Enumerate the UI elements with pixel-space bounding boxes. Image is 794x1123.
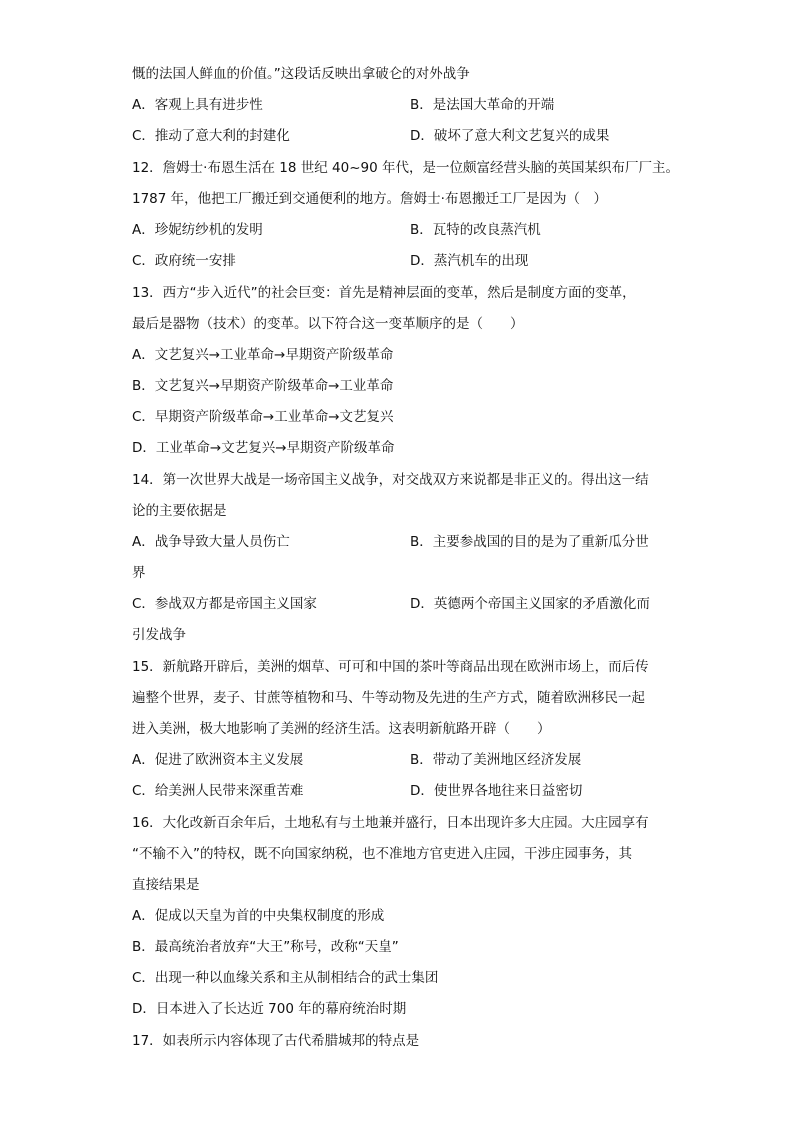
q13-option-c[interactable]: C．早期资产阶级革命→工业革命→文艺复兴 [132,409,394,425]
q16-stem-line2: “不输不入”的特权，既不向国家纳税，也不准地方官吏进入庄园，干涉庄园事务，其 [132,846,632,862]
q14-option-c[interactable]: C．参战双方都是帝国主义国家 [132,596,317,612]
q16-option-b[interactable]: B．最高统治者放弃“大王”称号，改称“天皇” [132,939,399,955]
q17-stem-line1: 17．如表所示内容体现了古代希腊城邦的特点是 [132,1033,420,1049]
q16-stem-line3: 直接结果是 [132,877,200,893]
q13-option-d[interactable]: D．工业革命→文艺复兴→早期资产阶级革命 [132,440,395,456]
q12-option-b[interactable]: B．瓦特的改良蒸汽机 [410,222,541,238]
q16-stem-line1: 16．大化改新百余年后，土地私有与土地兼并盛行，日本出现许多大庄园。大庄园享有 [132,815,649,831]
q14-option-a[interactable]: A．战争导致大量人员伤亡 [132,534,290,550]
q15-option-d[interactable]: D．使世界各地往来日益密切 [410,783,583,799]
q15-option-c[interactable]: C．给美洲人民带来深重苦难 [132,783,304,799]
q11-option-c[interactable]: C．推动了意大利的封建化 [132,128,290,144]
q16-option-c[interactable]: C．出现一种以血缘关系和主从制相结合的武士集团 [132,970,439,986]
q14-option-b[interactable]: B．主要参战国的目的是为了重新瓜分世 [410,534,649,550]
q12-stem-line2: 1787 年，他把工厂搬迁到交通便利的地方。詹姆士·布恩搬迁工厂是因为（ ） [132,191,607,207]
q14-option-b-wrap: 界 [132,565,146,581]
q15-stem-line2: 遍整个世界，麦子、甘蔗等植物和马、牛等动物及先进的生产方式，随着欧洲移民一起 [132,690,645,706]
q15-option-a[interactable]: A．促进了欧洲资本主义发展 [132,752,304,768]
q11-stem-tail: 慨的法国人鲜血的价值。”这段话反映出拿破仑的对外战争 [132,66,470,82]
q14-option-d[interactable]: D．英德两个帝国主义国家的矛盾激化而 [410,596,650,612]
q13-stem-line2: 最后是器物（技术）的变革。以下符合这一变革顺序的是（ ） [132,316,524,332]
q14-option-d-wrap: 引发战争 [132,627,186,643]
q12-option-c[interactable]: C．政府统一安排 [132,253,236,269]
q16-option-a[interactable]: A．促成以天皇为首的中央集权制度的形成 [132,908,385,924]
q12-stem-line1: 12．詹姆士·布恩生活在 18 世纪 40~90 年代，是一位颇富经营头脑的英国某织布厂厂主。 [132,160,679,176]
q15-option-b[interactable]: B．带动了美洲地区经济发展 [410,752,582,768]
q11-option-b[interactable]: B．是法国大革命的开端 [410,97,555,113]
q15-stem-line1: 15．新航路开辟后，美洲的烟草、可可和中国的茶叶等商品出现在欧洲市场上，而后传 [132,659,649,675]
q12-option-a[interactable]: A．珍妮纺纱机的发明 [132,222,263,238]
q11-option-d[interactable]: D．破坏了意大利文艺复兴的成果 [410,128,610,144]
q14-stem-line2: 论的主要依据是 [132,503,227,519]
q11-option-a[interactable]: A．客观上具有进步性 [132,97,263,113]
q13-stem-line1: 13．西方“步入近代”的社会巨变：首先是精神层面的变革，然后是制度方面的变革， [132,285,636,301]
q13-option-b[interactable]: B．文艺复兴→早期资产阶级革命→工业革命 [132,378,394,394]
q14-stem-line1: 14．第一次世界大战是一场帝国主义战争，对交战双方来说都是非正义的。得出这一结 [132,472,649,488]
q12-option-d[interactable]: D．蒸汽机车的出现 [410,253,529,269]
q15-stem-line3: 进入美洲，极大地影响了美洲的经济生活。这表明新航路开辟（ ） [132,721,551,737]
q13-option-a[interactable]: A．文艺复兴→工业革命→早期资产阶级革命 [132,347,394,363]
q16-option-d[interactable]: D．日本进入了长达近 700 年的幕府统治时期 [132,1001,407,1017]
